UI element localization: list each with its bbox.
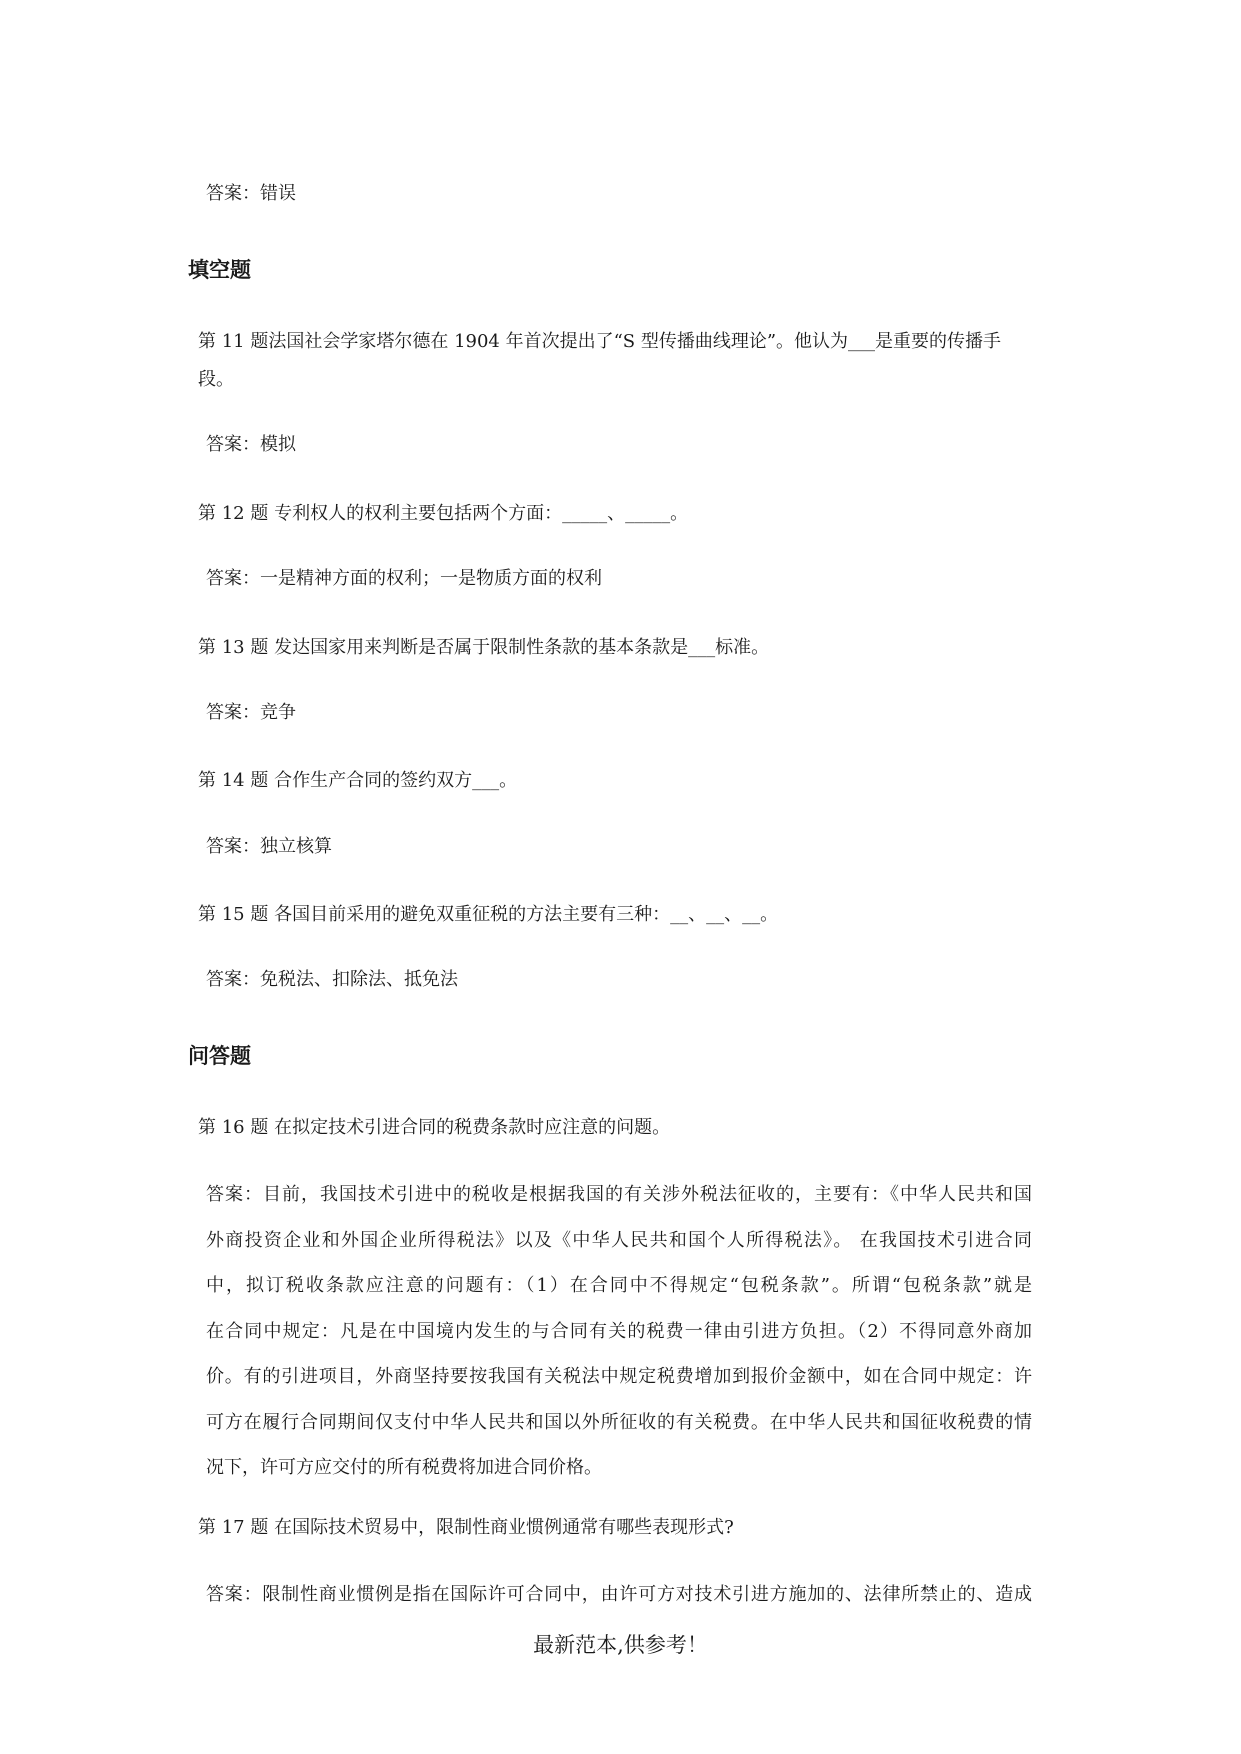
- question-11-line-2: 段。: [198, 369, 234, 390]
- answer-13: 答案：竞争: [206, 702, 296, 723]
- answer-16-line: 中，拟订税收条款应注意的问题有：（1）在合同中不得规定“包税条款”。所谓“包税条款”就是: [206, 1275, 1032, 1296]
- section-heading-fill-blank: 填空题: [188, 258, 251, 282]
- answer-16-line: 在合同中规定：凡是在中国境内发生的与合同有关的税费一律由引进方负担。（2）不得同意外商加: [206, 1320, 1032, 1342]
- answer-16: [206, 1172, 1032, 1491]
- question-15: 第 15 题 各国目前采用的避免双重征税的方法主要有三种：__、__、__。: [198, 904, 779, 925]
- answer-11: 答案：模拟: [206, 434, 296, 455]
- answer-previous: 答案：错误: [206, 183, 296, 204]
- question-14: 第 14 题 合作生产合同的签约双方___。: [198, 770, 518, 791]
- answer-16-line: 况下，许可方应交付的所有税费将加进合同价格。: [206, 1457, 602, 1478]
- answer-12: 答案：一是精神方面的权利；一是物质方面的权利: [206, 568, 602, 589]
- answer-16-line: 可方在履行合同期间仅支付中华人民共和国以外所征收的有关税费。在中华人民共和国征收税费的情: [206, 1411, 1032, 1433]
- question-12: 第 12 题 专利权人的权利主要包括两个方面：_____、_____。: [198, 503, 689, 524]
- answer-14: 答案：独立核算: [206, 836, 332, 857]
- answer-16-line: 外商投资企业和外国企业所得税法》以及《中华人民共和国个人所得税法》。 在我国技术引进合同: [206, 1229, 1032, 1251]
- question-17: 第 17 题 在国际技术贸易中，限制性商业惯例通常有哪些表现形式?: [198, 1517, 734, 1538]
- answer-17-line: 答案：限制性商业惯例是指在国际许可合同中，由许可方对技术引进方施加的、法律所禁止的、造成: [206, 1584, 1032, 1605]
- answer-16-line: 答案：目前，我国技术引进中的税收是根据我国的有关涉外税法征收的，主要有：《中华人民共和国: [206, 1184, 1032, 1205]
- question-11-line-1: 第 11 题法国社会学家塔尔德在 1904 年首次提出了“S 型传播曲线理论”。他认为___是重要的传播手: [198, 331, 1002, 352]
- answer-17: [206, 1572, 1032, 1618]
- question-16: 第 16 题 在拟定技术引进合同的税费条款时应注意的问题。: [198, 1117, 671, 1138]
- page-footer: 最新范本,供参考！: [533, 1633, 708, 1657]
- answer-16-line: 价。有的引进项目，外商坚持要按我国有关税法中规定税费增加到报价金额中，如在合同中规定：许: [206, 1366, 1032, 1387]
- section-heading-qa: 问答题: [188, 1044, 251, 1068]
- answer-15: 答案：免税法、扣除法、抵免法: [206, 969, 458, 990]
- question-13: 第 13 题 发达国家用来判断是否属于限制性条款的基本条款是___标准。: [198, 637, 770, 658]
